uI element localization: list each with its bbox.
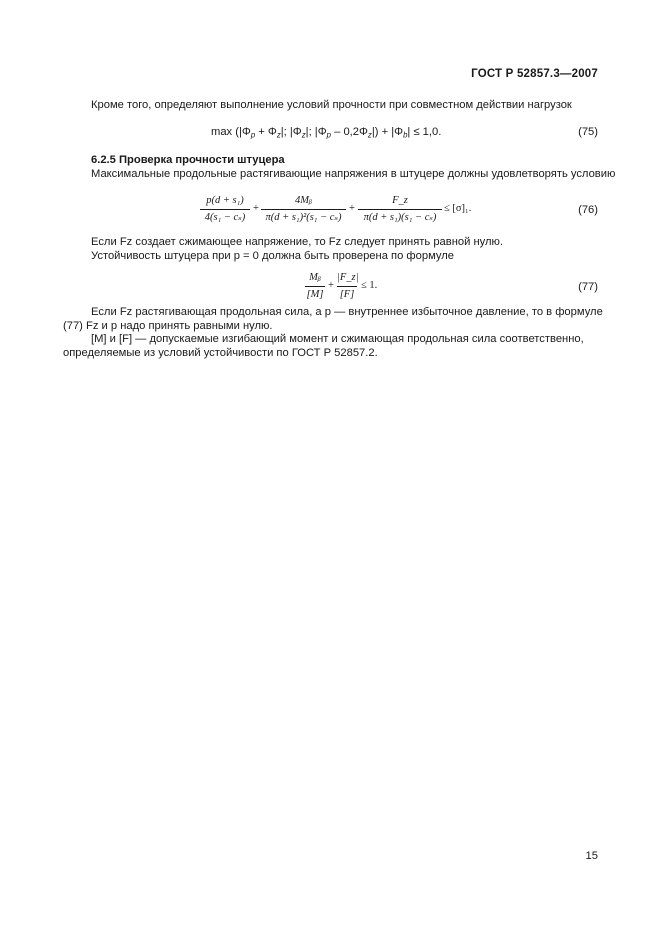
intro-paragraph: Кроме того, определяют выполнение условий прочности при совместном действии нагрузок [91,99,572,111]
paragraph-stability: Устойчивость штуцера при p = 0 должна быть проверена по формуле [91,250,454,262]
paragraph-fz-compressive: Если Fz создает сжимающее напряжение, то Fz следует принять равной нулю. [91,236,504,248]
equation-77-number: (77) [578,281,598,293]
paragraph-fz-tensile-line2: (77) Fz и p надо принять равными нулю. [63,320,273,332]
paragraph-allowable-line1: [M] и [F] — допускаемые изгибающий момент и сжимающая продольная сила соответственно, [91,333,584,345]
equation-75-number: (75) [578,126,598,138]
eq77-fraction-2-numerator: |F_z| [337,272,359,283]
eq76-fraction-1-numerator: p(d + s₁) [206,195,244,206]
eq77-fraction-1-denominator: [M] [306,288,324,300]
paragraph-fz-tensile-line1: Если Fz растягивающая продольная сила, а p — внутреннее избыточное давление, то в формуле [91,306,603,318]
eq76-fraction-2-numerator: 4Mᵦ [295,195,312,206]
eq77-plus: + [328,280,334,291]
document-header: ГОСТ Р 52857.3—2007 [471,68,598,80]
eq76-fraction-2 [261,194,346,224]
eq76-plus-2: + [349,203,355,214]
eq76-rhs: ≤ [σ]₁. [444,203,472,214]
eq76-fraction-1 [200,194,250,224]
eq76-fraction-3 [358,194,442,224]
eq76-plus-1: + [253,203,259,214]
equation-76-number: (76) [578,204,598,216]
eq77-fraction-2 [337,271,357,301]
equation-75: $\max (|\Phi_p + \Phi_z|$; $|\Phi_z|$; $|\Phi_p - 0,2\Phi_z|) + |\Phi_b| \le 1,0$. [211,126,442,140]
paragraph-allowable-line2: определяемые из условий устойчивости по ГОСТ Р 52857.2. [63,347,378,359]
eq77-fraction-1 [305,271,325,301]
section-paragraph: Максимальные продольные растягивающие напряжения в штуцере должны удовлетворять условию [91,168,616,180]
eq76-fraction-2-denominator: π(d + s₁)²(s₁ − cₛ) [265,211,342,223]
eq76-fraction-3-numerator: F_z [392,195,408,206]
eq77-fraction-2-denominator: [F] [339,288,355,300]
eq77-fraction-1-numerator: Mᵦ [309,272,321,283]
eq77-rhs: ≤ 1. [361,280,378,291]
eq76-fraction-3-denominator: π(d + s₁)(s₁ − cₛ) [363,211,437,223]
page-number: 15 [585,850,598,862]
section-title: 6.2.5 Проверка прочности штуцера [91,154,285,166]
eq76-fraction-1-denominator: 4(s₁ − cₛ) [204,211,246,223]
